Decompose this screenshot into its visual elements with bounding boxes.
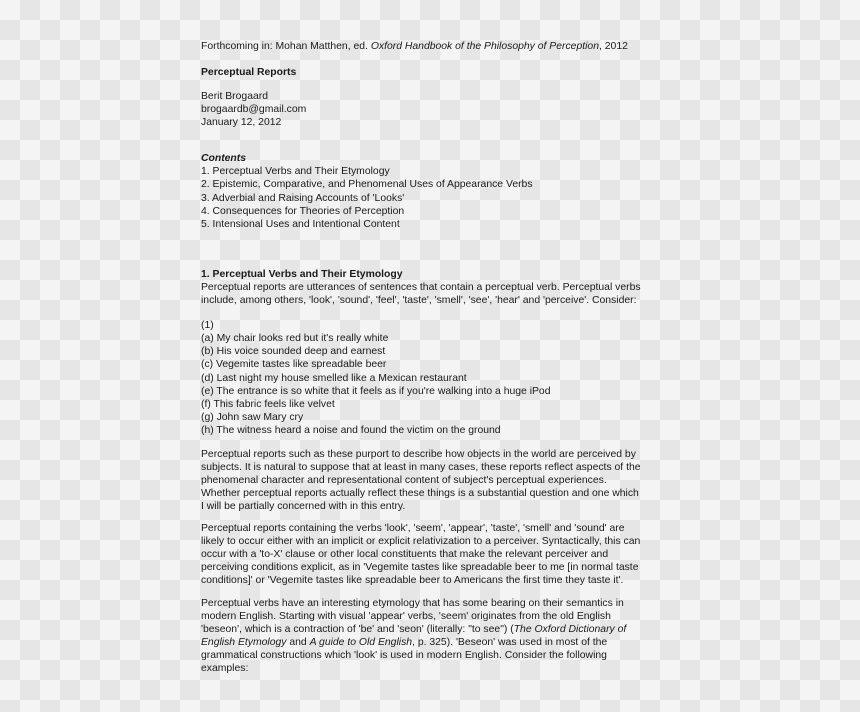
- contents-item: 5. Intensional Uses and Intentional Content: [201, 219, 400, 230]
- paragraph-line: Perceptual reports such as these purport to describe how objects in the world are perceived by: [201, 449, 636, 460]
- contents-item: 1. Perceptual Verbs and Their Etymology: [201, 166, 390, 177]
- contents-heading: Contents: [201, 153, 247, 164]
- example-item: (f) This fabric feels like velvet: [201, 399, 335, 410]
- paragraph-line: conditions]' or 'Vegemite tastes like spreadable beer to Americans the first time they taste it'.: [201, 575, 624, 586]
- paragraph-line: Perceptual reports are utterances of sentences that contain a perceptual verb. Perceptual verbs: [201, 282, 641, 293]
- paragraph-line: examples:: [201, 663, 249, 674]
- paper-date: January 12, 2012: [201, 117, 282, 128]
- paragraph-line: phenomenal character and representational content of subject's perceptual experiences.: [201, 475, 607, 486]
- example-item: (g) John saw Mary cry: [201, 412, 304, 423]
- paragraph-line: Perceptual verbs have an interesting etymology that has some bearing on their semantics in: [201, 598, 624, 609]
- cited-work: The Oxford Dictionary of: [513, 624, 627, 635]
- contents-item: 4. Consequences for Theories of Perception: [201, 206, 405, 217]
- book-title: Oxford Handbook of the Philosophy of Perception: [370, 41, 599, 52]
- example-number: (1): [201, 320, 214, 331]
- cited-work: English Etymology: [201, 637, 287, 648]
- paragraph-line: Perceptual reports containing the verbs 'look', 'seem', 'appear', 'taste', 'smell' and 'sound' are: [201, 523, 625, 534]
- paragraph-line: Whether perceptual reports actually reflect these things is a substantial question and one which: [201, 488, 639, 499]
- paragraph-line: perceiving conditions explicit, as in 'Vegemite tastes like spreadable beer to me [in normal taste: [201, 562, 639, 573]
- example-item: (a) My chair looks red but it's really white: [201, 333, 389, 344]
- paragraph-line: grammatical constructions which 'look' is used in modern English. Consider the following: [201, 650, 607, 661]
- contents-item: 2. Epistemic, Comparative, and Phenomenal Uses of Appearance Verbs: [201, 179, 533, 190]
- example-item: (e) The entrance is so white that it feels as if you're walking into a huge iPod: [201, 386, 551, 397]
- document-page: [201, 0, 671, 712]
- paragraph-line: English Etymology and A guide to Old English, p. 325). 'Beseon' was used in most of the: [201, 637, 608, 648]
- example-item: (c) Vegemite tastes like spreadable beer: [201, 359, 387, 370]
- paragraph-line: include, among others, 'look', 'sound', 'feel', 'taste', 'smell', 'see', 'hear' and 'perceive'. Consider:: [201, 295, 637, 306]
- contents-item: 3. Adverbial and Raising Accounts of 'Looks': [201, 193, 405, 204]
- author-name: Berit Brogaard: [201, 91, 268, 102]
- paragraph-line: subjects. It is natural to suppose that at least in many cases, these reports reflect aspects of the: [201, 462, 641, 473]
- paper-title: Perceptual Reports: [201, 67, 297, 78]
- cited-work: A guide to Old English: [309, 637, 413, 648]
- forthcoming-note: Forthcoming in: Mohan Matthen, ed. Oxford Handbook of the Philosophy of Perception, 2012: [201, 41, 628, 52]
- paragraph-line: I will be partially concerned with in this entry.: [201, 501, 406, 512]
- example-item: (h) The witness heard a noise and found the victim on the ground: [201, 425, 501, 436]
- section-heading: 1. Perceptual Verbs and Their Etymology: [201, 269, 403, 280]
- paragraph-line: 'beseon', which is a contraction of 'be' and 'seon' (literally: "to see") (The Oxford Dictionary of: [201, 624, 627, 635]
- paragraph-line: occur with a 'to-X' clause or other local constituents that make the relevant perceiver and: [201, 549, 609, 560]
- paragraph-line: likely to occur either with an implicit or explicit relativization to a perceiver. Syntactically, this can: [201, 536, 641, 547]
- paragraph-line: modern English. Starting with visual 'appear' verbs, 'seem' originates from the old English: [201, 611, 611, 622]
- example-item: (d) Last night my house smelled like a Mexican restaurant: [201, 373, 467, 384]
- author-email: brogaardb@gmail.com: [201, 104, 307, 115]
- example-item: (b) His voice sounded deep and earnest: [201, 346, 386, 357]
